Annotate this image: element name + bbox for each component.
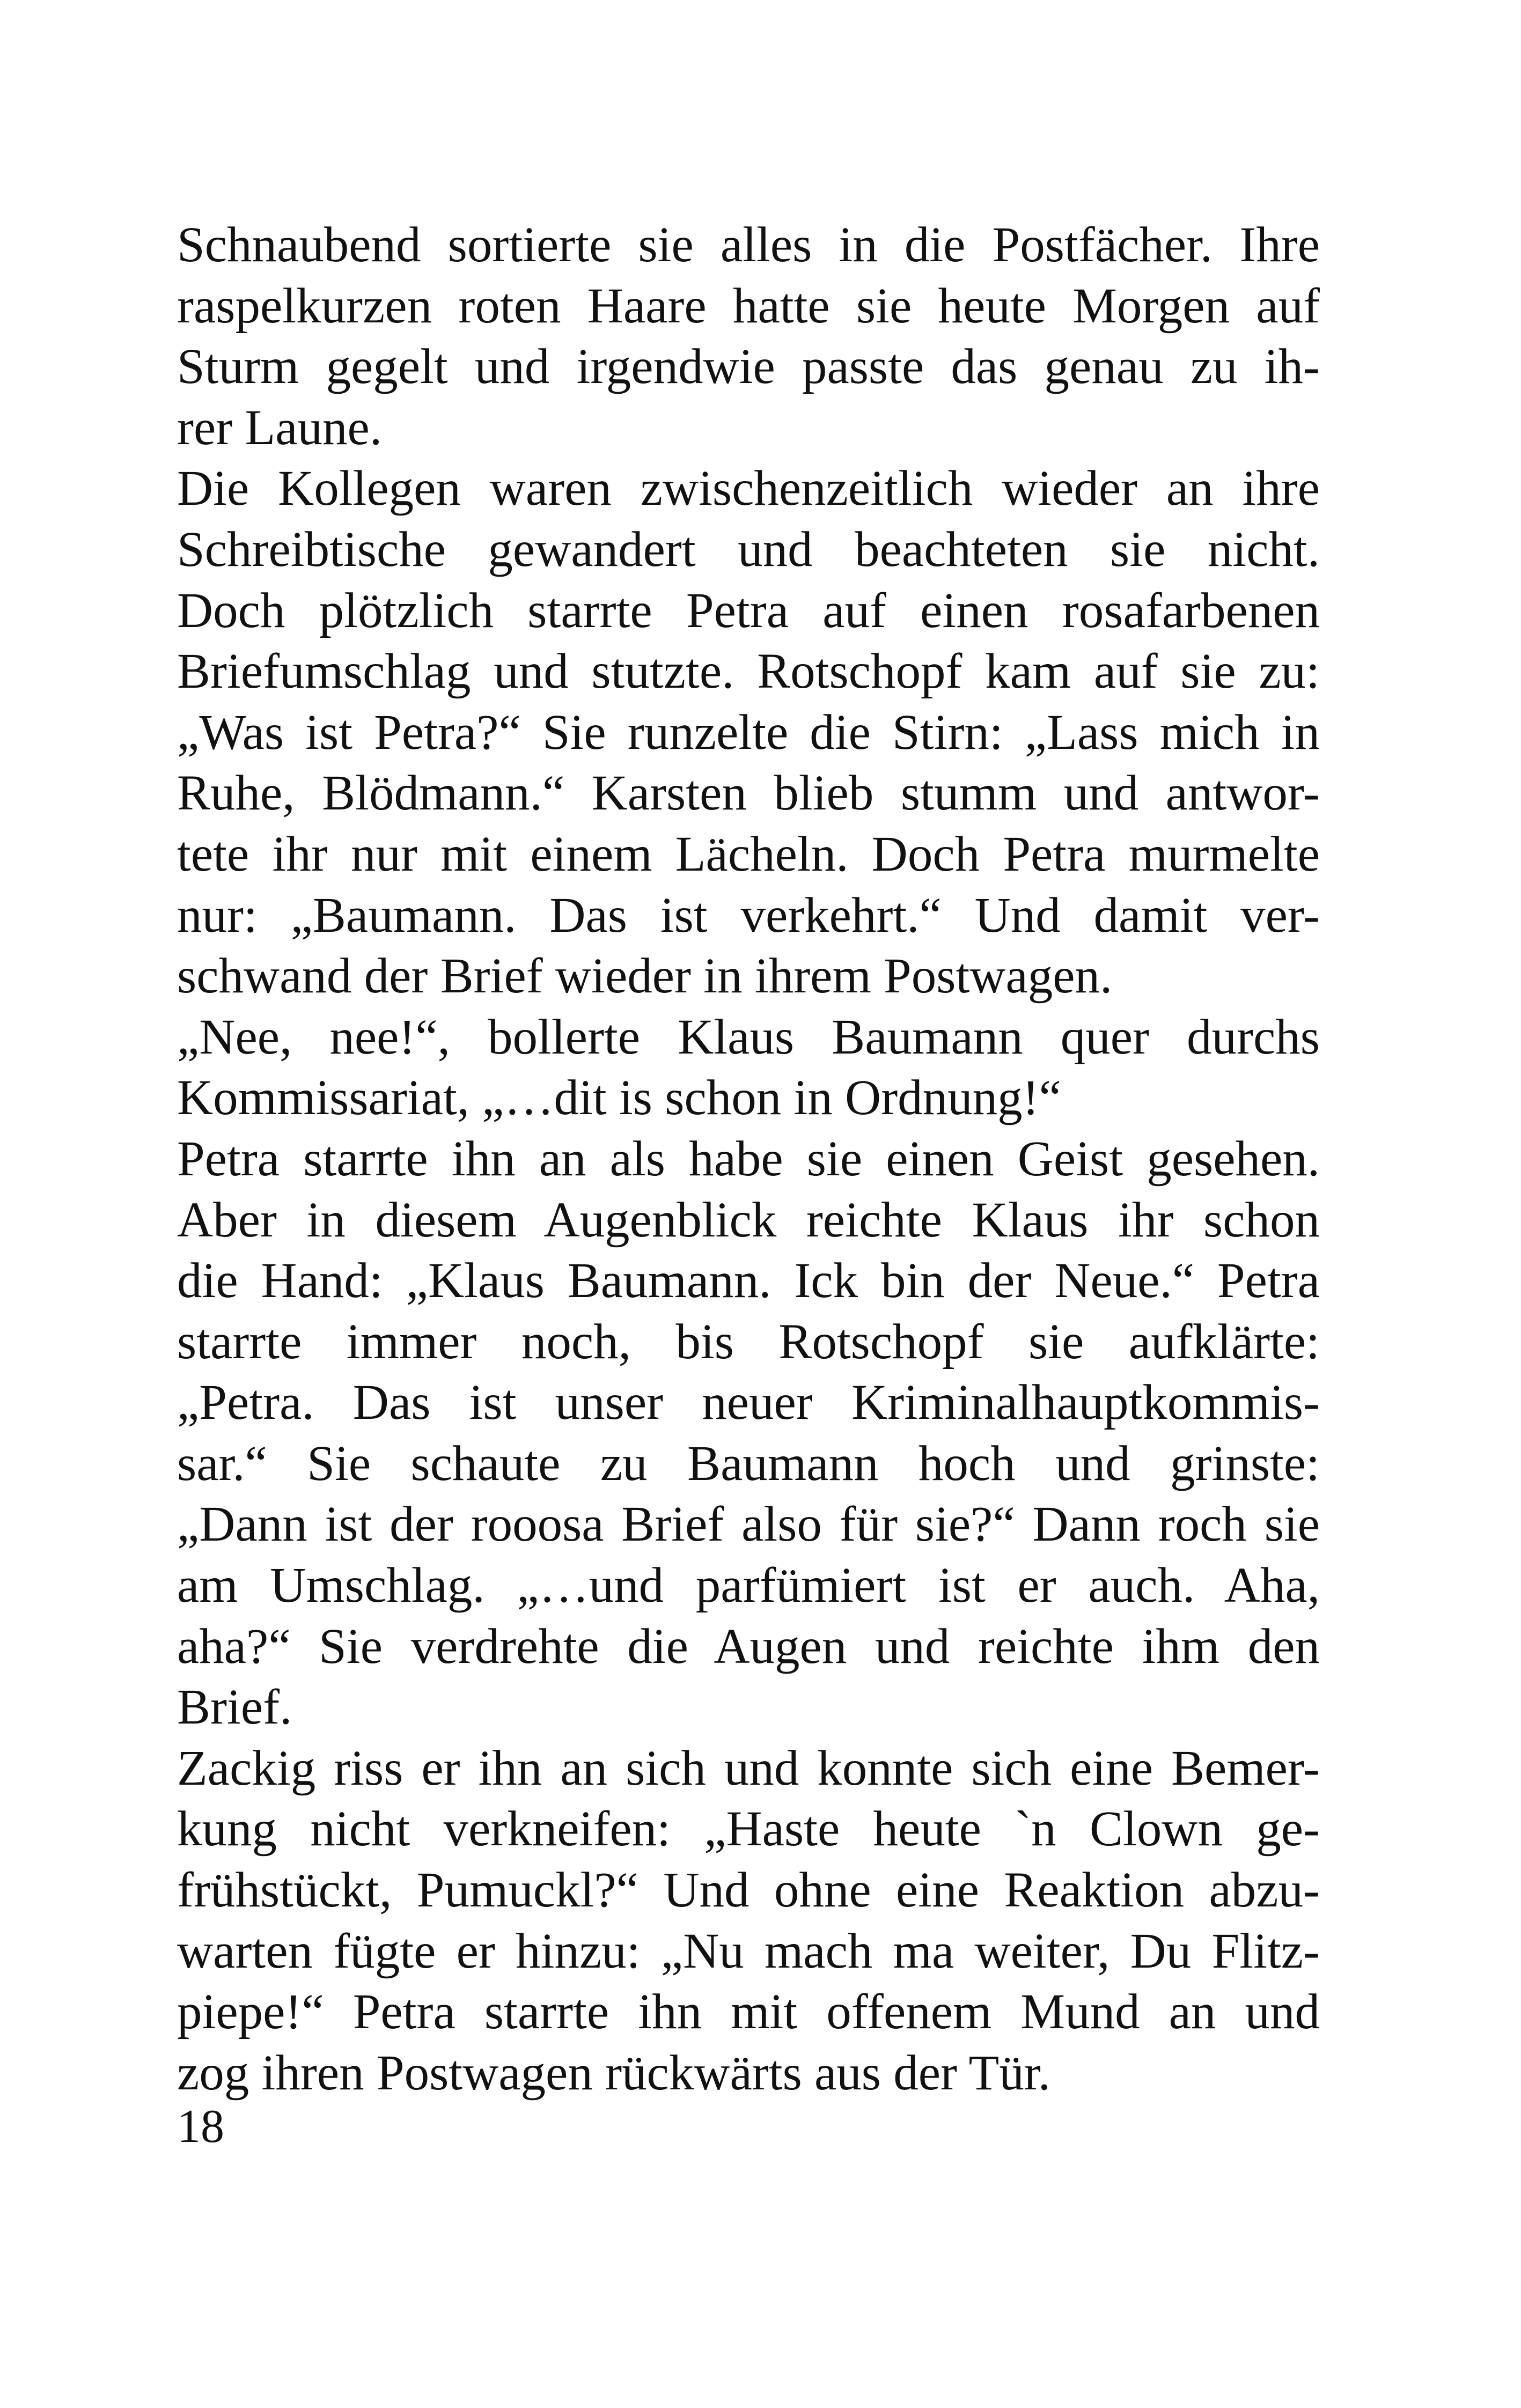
text-line: Zackig riss er ihn an sich und konnte sich eine Bemer-: [177, 1740, 1320, 1796]
text-line: Briefumschlag und stutzte. Rotschopf kam auf sie zu:: [177, 644, 1320, 699]
text-line: raspelkurzen roten Haare hatte sie heute Morgen auf: [177, 278, 1320, 334]
text-line: aha?“ Sie verdrehte die Augen und reichte ihm den: [177, 1618, 1320, 1674]
text-line: Sturm gegelt und irgendwie passte das genau zu ih-: [177, 339, 1320, 395]
text-line: nur: „Baumann. Das ist verkehrt.“ Und damit ver-: [177, 887, 1320, 943]
text-line: Schreibtische gewandert und beachteten sie nicht.: [177, 521, 1320, 577]
text-line: Brief.: [177, 1680, 292, 1735]
text-line: Doch plötzlich starrte Petra auf einen rosafarbenen: [177, 583, 1320, 638]
text-line: rer Laune.: [177, 400, 383, 455]
text-line: „Was ist Petra?“ Sie runzelte die Stirn: „Lass mich in: [177, 704, 1320, 760]
text-line: Ruhe, Blödmann.“ Karsten blieb stumm und antwor-: [177, 765, 1320, 821]
text-line: kung nicht verkneifen: „Haste heute `n Clown ge-: [177, 1801, 1320, 1857]
text-line: schwand der Brief wieder in ihrem Postwagen.: [177, 948, 1113, 1004]
text-line: warten fügte er hinzu: „Nu mach ma weiter, Du Flitz-: [177, 1923, 1320, 1979]
text-line: Die Kollegen waren zwischenzeitlich wieder an ihre: [177, 461, 1320, 517]
text-line: Petra starrte ihn an als habe sie einen Geist gesehen.: [177, 1131, 1320, 1187]
text-line: am Umschlag. „…und parfümiert ist er auch. Aha,: [177, 1558, 1320, 1614]
text-line: zog ihren Postwagen rückwärts aus der Tür.: [177, 2045, 1050, 2101]
text-line: starrte immer noch, bis Rotschopf sie aufklärte:: [177, 1314, 1320, 1369]
text-line: „Nee, nee!“, bollerte Klaus Baumann quer durchs: [177, 1009, 1320, 1065]
text-line: Kommissariat, „…dit is schon in Ordnung!“: [177, 1070, 1061, 1126]
text-line: frühstückt, Pumuckl?“ Und ohne eine Reaktion abzu-: [177, 1862, 1320, 1918]
text-line: „Dann ist der rooosa Brief also für sie?“ Dann roch sie: [177, 1497, 1320, 1552]
text-line: Aber in diesem Augenblick reichte Klaus ihr schon: [177, 1192, 1320, 1248]
text-line: „Petra. Das ist unser neuer Kriminalhauptkommis-: [177, 1375, 1320, 1431]
text-line: sar.“ Sie schaute zu Baumann hoch und grinste:: [177, 1435, 1320, 1491]
body-text: [177, 215, 1320, 2103]
page-number: 18: [177, 2101, 224, 2153]
text-line: die Hand: „Klaus Baumann. Ick bin der Neue.“ Petra: [177, 1253, 1320, 1309]
text-line: Schnaubend sortierte sie alles in die Postfächer. Ihre: [177, 217, 1320, 273]
text-line: piepe!“ Petra starrte ihn mit offenem Mund an und: [177, 1984, 1320, 2040]
text-line: tete ihr nur mit einem Lächeln. Doch Petra murmelte: [177, 826, 1320, 882]
